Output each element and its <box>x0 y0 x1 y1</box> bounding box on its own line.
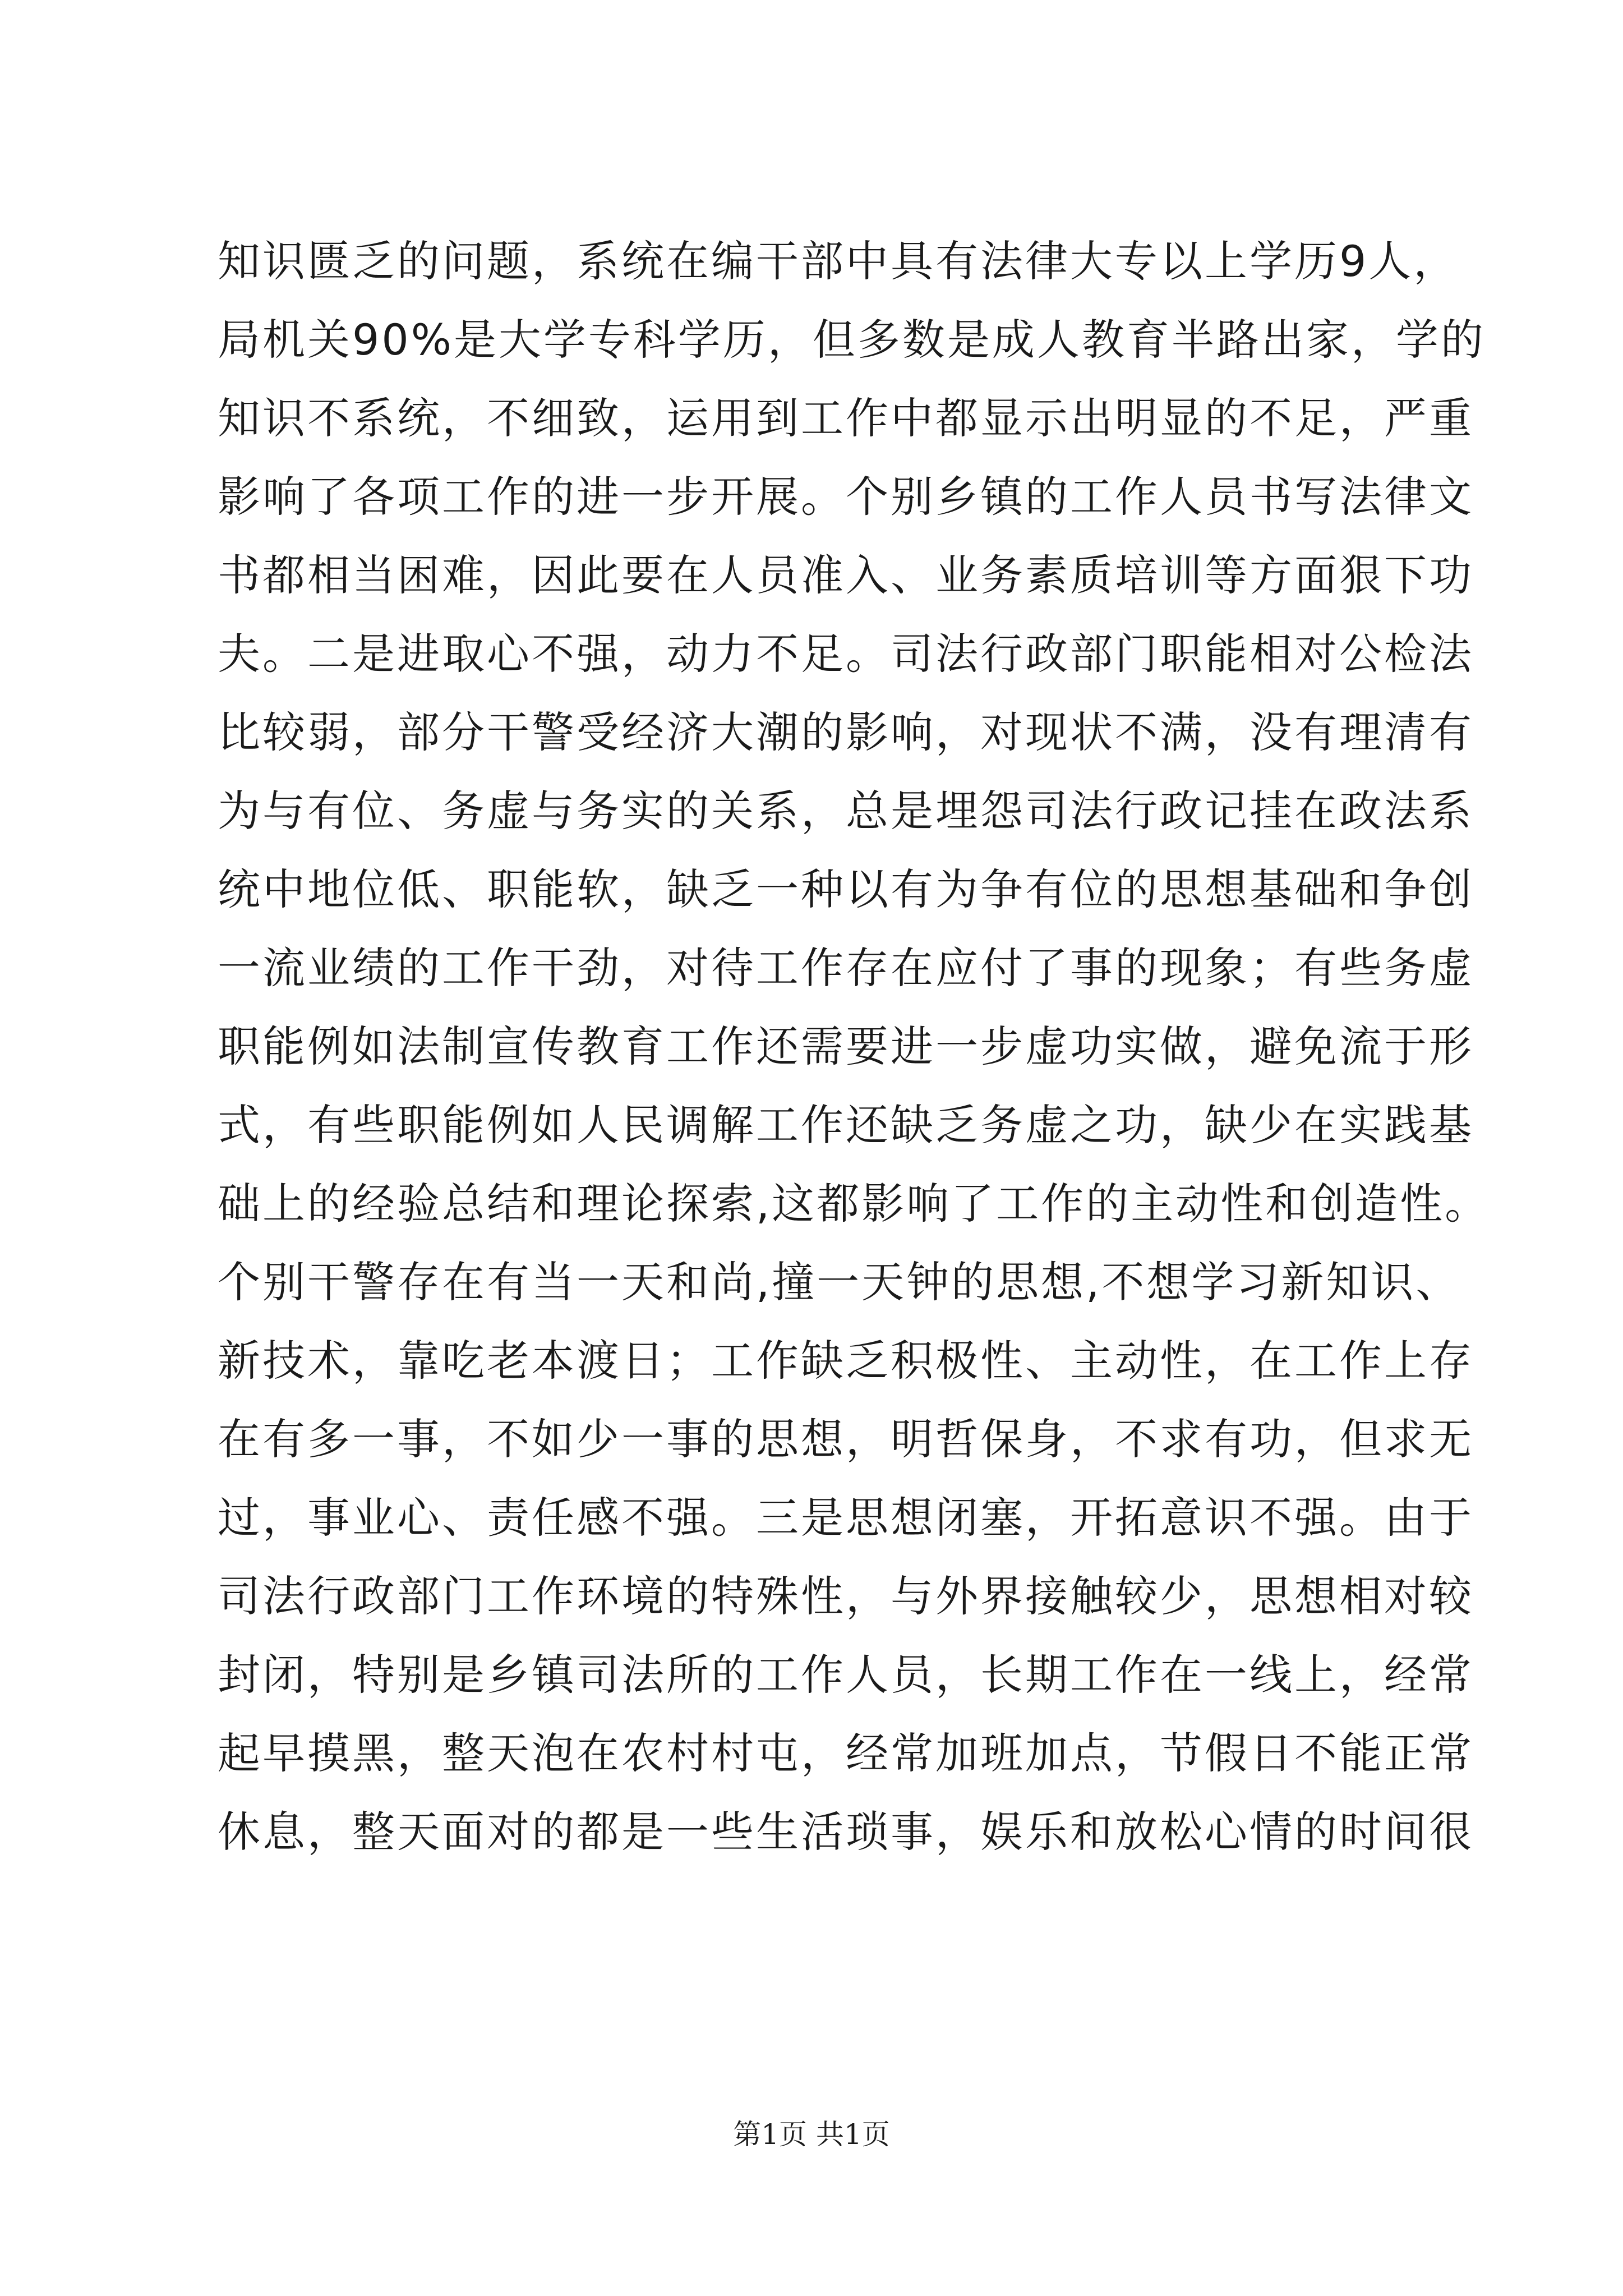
text-line: 比较弱，部分干警受经济大潮的影响，对现状不满，没有理清有 <box>218 707 1474 757</box>
text-line: 知识匮乏的问题，系统在编干部中具有法律大专以上学历9人， <box>218 236 1459 286</box>
text-line: 个别干警存在有当一天和尚,撞一天钟的思想,不想学习新知识、 <box>218 1257 1461 1307</box>
text-line: 础上的经验总结和理论探索,这都影响了工作的主动性和创造性。 <box>218 1179 1490 1228</box>
text-line: 司法行政部门工作环境的特殊性，与外界接触较少，思想相对较 <box>218 1571 1474 1621</box>
body-text <box>218 222 1490 1871</box>
text-line: 统中地位低、职能软，缺乏一种以有为争有位的思想基础和争创 <box>218 864 1474 914</box>
text-line: 休息，整天面对的都是一些生活琐事，娱乐和放松心情的时间很 <box>218 1807 1474 1857</box>
text-line: 影响了各项工作的进一步开展。个别乡镇的工作人员书写法律文 <box>218 472 1474 522</box>
text-line: 封闭，特别是乡镇司法所的工作人员，长期工作在一线上，经常 <box>218 1650 1474 1700</box>
text-line: 新技术，靠吃老本渡日；工作缺乏积极性、主动性，在工作上存 <box>218 1336 1474 1386</box>
text-line: 书都相当困难，因此要在人员准入、业务素质培训等方面狠下功 <box>218 550 1474 600</box>
text-line: 一流业绩的工作干劲，对待工作存在应付了事的现象；有些务虚 <box>218 943 1474 993</box>
text-line: 式，有些职能例如人民调解工作还缺乏务虚之功，缺少在实践基 <box>218 1100 1474 1150</box>
page-footer <box>0 2115 1623 2154</box>
text-line: 为与有位、务虚与务实的关系，总是埋怨司法行政记挂在政法系 <box>218 786 1474 836</box>
text-line: 知识不系统，不细致，运用到工作中都显示出明显的不足，严重 <box>218 393 1474 443</box>
text-line: 夫。二是进取心不强，动力不足。司法行政部门职能相对公检法 <box>218 629 1474 679</box>
text-line: 职能例如法制宣传教育工作还需要进一步虚功实做，避免流于形 <box>218 1022 1474 1071</box>
page-number-label: 第1页 共1页 <box>733 2118 890 2151</box>
text-line: 起早摸黑，整天泡在农村村屯，经常加班加点，节假日不能正常 <box>218 1728 1474 1778</box>
text-line: 局机关90%是大学专科学历，但多数是成人教育半路出家，学的 <box>218 315 1486 365</box>
text-line: 在有多一事，不如少一事的思想，明哲保身，不求有功，但求无 <box>218 1414 1474 1464</box>
text-line: 过，事业心、责任感不强。三是思想闭塞，开拓意识不强。由于 <box>218 1493 1474 1543</box>
